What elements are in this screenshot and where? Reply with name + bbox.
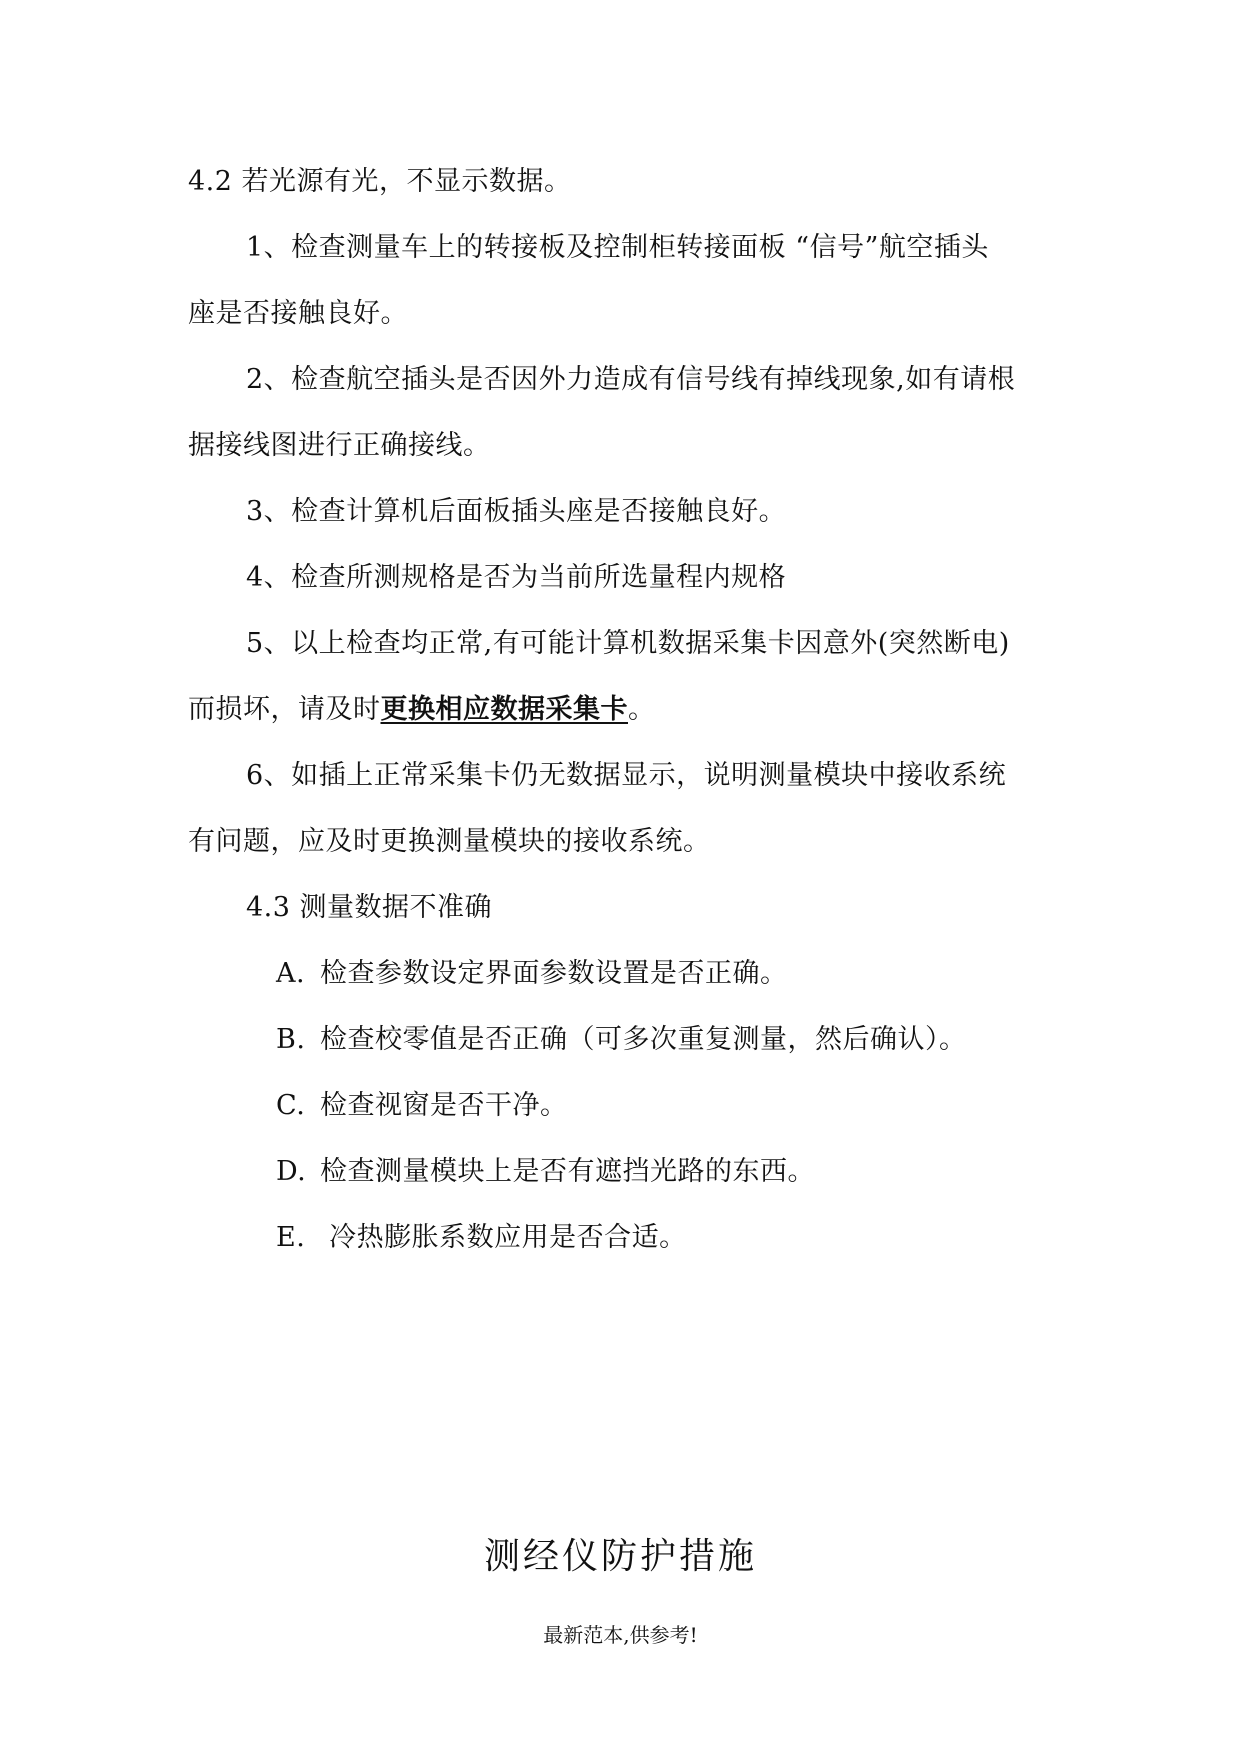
- replace-card-emphasis: 更换相应数据采集卡: [380, 694, 628, 725]
- checklist-letter: A.: [276, 958, 306, 989]
- protection-measures-heading: 测经仪防护措施: [483, 1536, 757, 1577]
- checklist-item-d: [276, 1152, 815, 1192]
- checklist-letter: B.: [276, 1024, 306, 1055]
- step-5-line-2: [188, 690, 656, 730]
- step-5-line-2-prefix: 而损坏，请及时: [188, 694, 381, 725]
- step-3-line: 3、检查计算机后面板插头座是否接触良好。: [246, 496, 787, 527]
- checklist-text: 检查测量模块上是否有遮挡光路的东西。: [320, 1156, 815, 1187]
- step-2-line-2: 据接线图进行正确接线。: [188, 430, 491, 461]
- checklist-letter: C.: [276, 1090, 306, 1121]
- section-4-3-heading: 4.3 测量数据不准确: [246, 892, 493, 923]
- checklist-text: 检查参数设定界面参数设置是否正确。: [320, 958, 788, 989]
- checklist-text: 冷热膨胀系数应用是否合适。: [320, 1222, 687, 1253]
- checklist-item-a: [276, 954, 788, 994]
- page-footer: 最新范本,供参考!: [543, 1623, 698, 1647]
- step-5-line-2-suffix: 。: [628, 694, 656, 725]
- checklist-item-e: [276, 1218, 687, 1258]
- step-1-line-2: 座是否接触良好。: [188, 298, 408, 329]
- checklist-text: 检查校零值是否正确（可多次重复测量，然后确认）。: [320, 1024, 967, 1055]
- section-4-2-heading: 4.2 若光源有光，不显示数据。: [188, 166, 572, 197]
- step-5-line-1: 5、以上检查均正常,有可能计算机数据采集卡因意外(突然断电): [246, 628, 1010, 659]
- step-1-line-1: 1、检查测量车上的转接板及控制柜转接面板 “信号”航空插头: [246, 232, 989, 263]
- checklist-item-b: [276, 1020, 967, 1060]
- step-6-line-2: 有问题，应及时更换测量模块的接收系统。: [188, 826, 711, 857]
- checklist-letter: E.: [276, 1222, 306, 1253]
- step-6-line-1: 6、如插上正常采集卡仍无数据显示，说明测量模块中接收系统: [246, 760, 1007, 791]
- step-2-line-1: 2、检查航空插头是否因外力造成有信号线有掉线现象,如有请根: [246, 364, 1016, 395]
- step-4-line: 4、检查所测规格是否为当前所选量程内规格: [246, 562, 787, 593]
- checklist-text: 检查视窗是否干净。: [320, 1090, 568, 1121]
- checklist-item-c: [276, 1086, 568, 1126]
- checklist-letter: D.: [276, 1156, 307, 1187]
